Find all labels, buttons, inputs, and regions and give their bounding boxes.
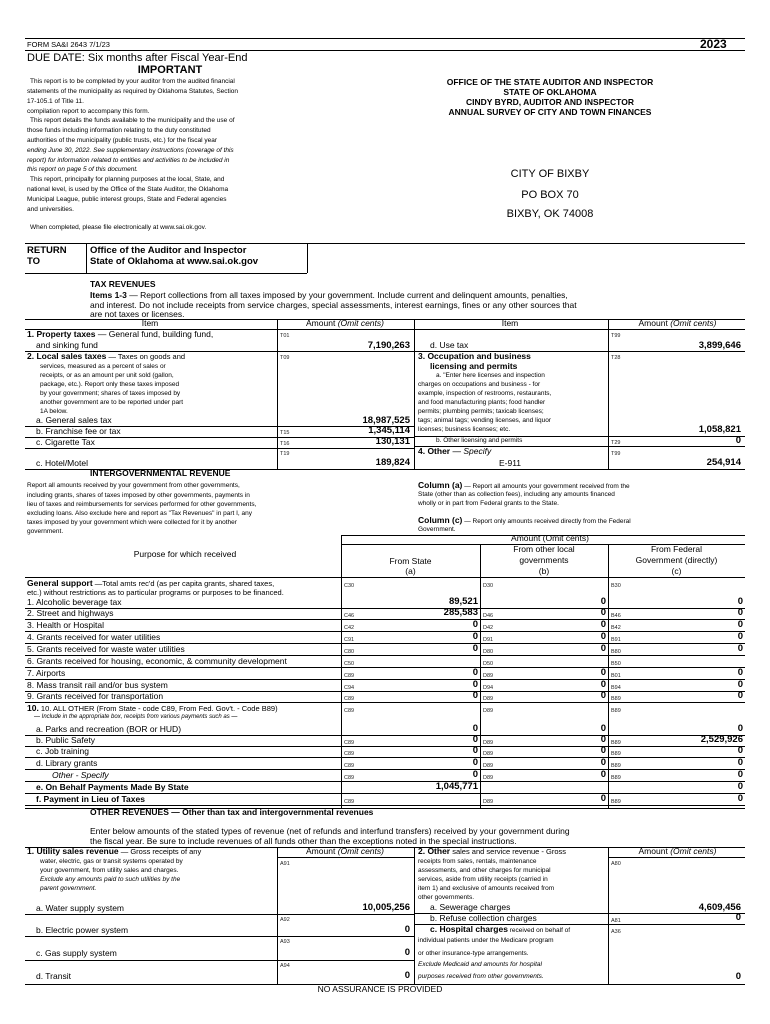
inter-subrow-code-b: D89 xyxy=(483,740,494,746)
inter-row-value-a[interactable]: 0 xyxy=(472,690,478,701)
inter-row-value-b[interactable]: 0 xyxy=(600,690,606,701)
inter-row-code-a: C80 xyxy=(344,649,355,655)
col-b-header-2: governments xyxy=(519,555,569,565)
inter-row-label: 9. Grants received for transportation xyxy=(27,691,164,701)
inter-row-code-a: C42 xyxy=(344,625,355,631)
inter-row-code-b: D89 xyxy=(483,673,494,679)
electric-power-value[interactable]: 0 xyxy=(404,924,410,935)
purpose-header: Purpose for which received xyxy=(133,549,237,559)
other-tax-item: E-911 xyxy=(498,458,522,468)
use-tax-value[interactable]: 3,899,646 xyxy=(698,340,741,351)
row-divider xyxy=(25,805,745,806)
tax-col-item: Item xyxy=(141,318,159,328)
col-c-header-2: Government (directly) xyxy=(635,555,718,565)
inter-row-label: 5. Grants received for waste water utilities xyxy=(27,644,185,654)
return-label: RETURN xyxy=(27,245,67,256)
intergovernmental-title: INTERGOVERNMENTAL REVENUE xyxy=(90,468,231,478)
property-taxes-value[interactable]: 7,190,263 xyxy=(367,340,410,351)
inter-subrow-label: d. Library grants xyxy=(36,758,98,768)
amount-header: Amount (Omit cents) xyxy=(511,533,589,543)
franchise-fee-label: b. Franchise fee or tax xyxy=(36,426,121,436)
occupation-licensing-code: T28 xyxy=(611,355,621,361)
inter-row-value-c[interactable]: 0 xyxy=(737,690,743,701)
inter-row-value-a[interactable]: 0 xyxy=(472,643,478,654)
inter-subrow-value-c[interactable]: 0 xyxy=(737,723,743,734)
form-year: 2023 xyxy=(700,37,727,51)
inter-row-label: 6. Grants received for housing, economic, & community development xyxy=(27,656,287,666)
return-address-line-2: State of Oklahoma at www.sai.ok.gov xyxy=(90,256,259,267)
transit-label: d. Transit xyxy=(36,971,71,981)
inter-row-code-b: D91 xyxy=(483,637,494,643)
electric-power-code: A92 xyxy=(280,917,290,923)
inter-row-code-c: B91 xyxy=(611,637,621,643)
row-10-label: 10. 10. ALL OTHER (From State - code C89, From Fed. Gov't. - Code B89) xyxy=(27,703,278,713)
general-sales-tax-value[interactable]: 18,987,525 xyxy=(362,415,410,426)
inter-row-value-c[interactable]: 0 xyxy=(737,596,743,607)
tax-revenues-title: TAX REVENUES xyxy=(90,279,156,289)
row-10-code-b: D89 xyxy=(483,708,494,714)
inter-row-value-a[interactable]: 0 xyxy=(472,619,478,630)
inter-row-code-b: D80 xyxy=(483,649,494,655)
important-title: IMPORTANT xyxy=(137,64,203,76)
inter-subrow-code-a: C89 xyxy=(344,751,355,757)
column-a-note-2: State (other than as collection fees), including any amounts financed xyxy=(418,491,615,498)
inter-row-code-b: D50 xyxy=(483,661,494,667)
property-taxes-desc: and sinking fund xyxy=(36,340,98,350)
other-licensing-label: b. Other licensing and permits xyxy=(436,437,523,444)
inter-subrow-value-b[interactable]: 0 xyxy=(600,723,606,734)
other-amount-header: Amount (Omit cents) xyxy=(638,846,717,856)
inter-subrow-code-b: D89 xyxy=(483,751,494,757)
hotel-motel-value[interactable]: 189,824 xyxy=(375,457,410,468)
cigarette-tax-value[interactable]: 130,131 xyxy=(375,436,410,447)
inter-row-code-c: B94 xyxy=(611,685,621,691)
other-tax-value[interactable]: 254,914 xyxy=(706,457,741,468)
other-sales-code: A80 xyxy=(611,861,621,867)
inter-row-code-c: B80 xyxy=(611,649,621,655)
inter-subrow-code-c: B89 xyxy=(611,799,621,805)
inter-subrow-code-b: D89 xyxy=(483,775,494,781)
occupation-licensing-value[interactable]: 1,058,821 xyxy=(698,424,741,435)
inter-subrow-label: Other - Specify xyxy=(52,770,109,780)
tax-col-amount-right: Amount (Omit cents) xyxy=(638,318,717,328)
return-address-line-1: Office of the Auditor and Inspector xyxy=(90,245,247,256)
electric-power-label: b. Electric power system xyxy=(36,925,129,935)
cigarette-tax-label: c. Cigarette Tax xyxy=(36,437,95,447)
inter-subrow-label: e. On Behalf Payments Made By State xyxy=(36,782,189,792)
inter-subrow-value-c[interactable]: 0 xyxy=(737,757,743,768)
other-tax-code: T99 xyxy=(611,451,621,457)
inter-row-value-b[interactable]: 0 xyxy=(600,631,606,642)
inter-row-value-c[interactable]: 0 xyxy=(737,667,743,678)
inter-subrow-code-b: D89 xyxy=(483,763,494,769)
inter-row-code-b: D46 xyxy=(483,613,494,619)
completed-note: When completed, please file electronically at www.sai.ok.gov. xyxy=(30,224,207,231)
other-licensing-code: T29 xyxy=(611,440,621,446)
inter-subrow-label: b. Public Safety xyxy=(36,735,96,745)
water-supply-value[interactable]: 10,005,256 xyxy=(362,902,410,913)
inter-row-value-b[interactable]: 0 xyxy=(600,596,606,607)
inter-row-value-a[interactable]: 0 xyxy=(472,667,478,678)
utility-sales-code: A91 xyxy=(280,861,290,867)
inter-subrow-value-b[interactable]: 0 xyxy=(600,734,606,745)
water-supply-label: a. Water supply system xyxy=(36,903,125,913)
return-label-to: TO xyxy=(27,256,41,267)
col-a-header-letter: (a) xyxy=(405,566,416,576)
inter-subrow-value-a[interactable]: 1,045,771 xyxy=(435,781,478,792)
occupation-licensing-label: 3. Occupation and business xyxy=(418,351,531,361)
inter-row-value-b[interactable]: 0 xyxy=(600,679,606,690)
other-sales-label: 2. Other sales and service revenue - Gross xyxy=(418,846,567,856)
inter-row-code-b: D42 xyxy=(483,625,494,631)
inter-row-code-c: B46 xyxy=(611,613,621,619)
inter-row-value-b[interactable]: 0 xyxy=(600,643,606,654)
inter-subrow-value-a[interactable]: 0 xyxy=(472,769,478,780)
tax-intro-line-3: are not taxes or licenses. xyxy=(90,309,185,319)
tax-col-amount: Amount (Omit cents) xyxy=(306,318,384,328)
inter-row-label: 2. Street and highways xyxy=(27,608,114,618)
inter-subrow-value-c[interactable]: 0 xyxy=(737,781,743,792)
general-sales-tax-label: a. General sales tax xyxy=(36,415,112,425)
form-id: FORM SA&I 2643 7/1/23 xyxy=(27,40,110,49)
transit-code: A94 xyxy=(280,963,290,969)
hospital-charges-code: A36 xyxy=(611,929,621,935)
row-divider xyxy=(25,702,745,703)
inter-row-value-a[interactable]: 89,521 xyxy=(448,596,478,607)
franchise-fee-value[interactable]: 1,345,114 xyxy=(368,425,410,436)
inter-subrow-code-c: B89 xyxy=(611,751,621,757)
inter-subrow-label: c. Job training xyxy=(36,746,89,756)
tax-intro-line-2: and interest. Do not include receipts from service charges, special assessments, interest earnings, fines or any other sources that xyxy=(90,300,577,310)
inter-subrow-code-a: C89 xyxy=(344,775,355,781)
inter-row-code-b: D89 xyxy=(483,696,494,702)
col-a-header: From State xyxy=(389,556,432,566)
inter-row-value-a[interactable]: 0 xyxy=(472,631,478,642)
col-c-header-letter: (c) xyxy=(671,566,682,576)
inter-subrow-code-a: C89 xyxy=(344,740,355,746)
inter-subrow-code-c: B89 xyxy=(611,775,621,781)
inter-row-code-a: C91 xyxy=(344,637,355,643)
inter-row-value-c[interactable]: 0 xyxy=(737,631,743,642)
general-support-code-a: C30 xyxy=(344,583,355,589)
inter-subrow-value-b[interactable]: 0 xyxy=(600,769,606,780)
inter-row-label: 8. Mass transit rail and/or bus system xyxy=(27,680,168,690)
franchise-fee-code: T15 xyxy=(280,430,290,436)
inter-subrow-value-a[interactable]: 0 xyxy=(472,745,478,756)
gas-supply-code: A93 xyxy=(280,939,290,945)
row-10-code-c: B89 xyxy=(611,708,621,714)
local-sales-taxes-label: 2. Local sales taxes — Taxes on goods and xyxy=(27,351,186,361)
col-b-header: From other local xyxy=(513,544,575,554)
inter-subrow-value-c[interactable]: 2,529,926 xyxy=(700,734,743,745)
general-support-code-c: B30 xyxy=(611,583,621,589)
inter-subrow-value-c[interactable]: 0 xyxy=(737,745,743,756)
hotel-motel-code: T19 xyxy=(280,451,290,457)
due-date: DUE DATE: Six months after Fiscal Year-End xyxy=(27,52,248,64)
inter-subrow-code-a: C89 xyxy=(344,763,355,769)
other-revenues-intro: Enter below amounts of the stated types of revenue (net of refunds and interfund transfers) received by your government during xyxy=(90,826,570,836)
inter-row-code-c: B50 xyxy=(611,661,621,667)
refuse-collection-code: A81 xyxy=(611,918,621,924)
other-tax-label: 4. Other — Specify xyxy=(418,446,492,456)
hospital-charges-value[interactable]: 0 xyxy=(735,971,741,982)
inter-row-value-c[interactable]: 0 xyxy=(737,679,743,690)
inter-row-code-c: B01 xyxy=(611,673,621,679)
local-sales-taxes-code: T09 xyxy=(280,355,290,361)
inter-row-value-c[interactable]: 0 xyxy=(737,643,743,654)
row-10-code-a: C89 xyxy=(344,708,355,714)
inter-subrow-code-a: C89 xyxy=(344,799,355,805)
inter-subrow-value-a[interactable]: 0 xyxy=(472,757,478,768)
inter-subrow-value-c[interactable]: 0 xyxy=(737,793,743,804)
hospital-charges-label: c. Hospital charges received on behalf of xyxy=(430,924,571,934)
use-tax-label: d. Use tax xyxy=(430,340,469,350)
footer-note: NO ASSURANCE IS PROVIDED xyxy=(317,984,443,994)
refuse-collection-value[interactable]: 0 xyxy=(735,912,741,923)
inter-row-value-a[interactable]: 0 xyxy=(472,679,478,690)
gas-supply-value[interactable]: 0 xyxy=(404,947,410,958)
inter-row-value-c[interactable]: 0 xyxy=(737,607,743,618)
inter-subrow-value-b[interactable]: 0 xyxy=(600,745,606,756)
column-c-note: Column (c) — Report only amounts received directly from the Federal xyxy=(418,515,631,525)
utility-sales-label: 1. Utility sales revenue — Gross receipts of any xyxy=(27,846,202,856)
inter-row-value-b[interactable]: 0 xyxy=(600,667,606,678)
sewerage-value[interactable]: 4,609,456 xyxy=(698,902,741,913)
inter-row-value-c[interactable]: 0 xyxy=(737,619,743,630)
inter-row-value-b[interactable]: 0 xyxy=(600,619,606,630)
inter-row-label: 4. Grants received for water utilities xyxy=(27,632,161,642)
inter-subrow-code-c: B89 xyxy=(611,740,621,746)
column-c-note-2: Government. xyxy=(418,526,456,533)
general-support-desc: etc.) without restrictions as to particular programs or purposes to be financed. xyxy=(27,588,284,597)
general-support-label: General support —Total amts rec'd (as per capita grants, shared taxes, xyxy=(27,578,275,588)
gas-supply-label: c. Gas supply system xyxy=(36,948,117,958)
inter-row-value-b[interactable]: 0 xyxy=(600,607,606,618)
column-a-note-3: wholly or in part from Federal grants to the State. xyxy=(418,500,559,507)
transit-value[interactable]: 0 xyxy=(404,970,410,981)
inter-row-code-b: D94 xyxy=(483,685,494,691)
other-licensing-value[interactable]: 0 xyxy=(735,435,741,446)
other-revenues-title: OTHER REVENUES — Other than tax and intergovernmental revenues xyxy=(90,807,374,817)
inter-row-label: 7. Airports xyxy=(27,668,66,678)
utility-amount-header: Amount (Omit cents) xyxy=(306,846,384,856)
cigarette-tax-code: T16 xyxy=(280,441,290,447)
inter-subrow-value-c[interactable]: 0 xyxy=(737,769,743,780)
general-support-code-b: D30 xyxy=(483,583,494,589)
col-b-header-letter: (b) xyxy=(538,566,550,576)
inter-row-code-a: C89 xyxy=(344,673,355,679)
col-c-header: From Federal xyxy=(650,544,702,554)
inter-row-code-a: C89 xyxy=(344,696,355,702)
row-10-sub: — Include in the appropriate box, receipts from various payments such as — xyxy=(34,714,238,720)
inter-subrow-value-a[interactable]: 0 xyxy=(472,723,478,734)
inter-row-code-a: C50 xyxy=(344,661,355,667)
inter-subrow-label: f. Payment in Lieu of Taxes xyxy=(36,794,145,804)
tax-col-item-right: Item xyxy=(501,318,519,328)
hotel-motel-label: c. Hotel/Motel xyxy=(36,458,88,468)
inter-row-code-c: B42 xyxy=(611,625,621,631)
refuse-collection-label: b. Refuse collection charges xyxy=(430,913,537,923)
inter-row-code-a: C46 xyxy=(344,613,355,619)
inter-subrow-label: a. Parks and recreation (BOR or HUD) xyxy=(36,724,182,734)
other-revenues-intro-2: the fiscal year. Be sure to include revenues of all funds other than the exceptions noted in the special instructions. xyxy=(90,836,517,846)
inter-subrow-value-a[interactable]: 0 xyxy=(472,734,478,745)
occupation-licensing-label-2: licensing and permits xyxy=(430,361,518,371)
inter-row-value-a[interactable]: 285,583 xyxy=(443,607,478,618)
inter-subrow-code-b: D89 xyxy=(483,799,494,805)
inter-subrow-code-c: B89 xyxy=(611,763,621,769)
inter-row-code-a: C94 xyxy=(344,685,355,691)
inter-subrow-value-b[interactable]: 0 xyxy=(600,793,606,804)
tax-intro: Items 1-3 — Report collections from all taxes imposed by your government. Include current and delinquent amounts, penalties, xyxy=(90,290,568,300)
property-taxes-code: T01 xyxy=(280,333,290,339)
column-a-note: Column (a) — Report all amounts your government received from the xyxy=(418,480,630,490)
inter-row-label: 3. Health or Hospital xyxy=(27,620,105,630)
property-taxes-label: 1. Property taxes — General fund, building fund, xyxy=(27,329,214,339)
inter-row-label: 1. Alcoholic beverage tax xyxy=(27,597,122,607)
inter-subrow-value-b[interactable]: 0 xyxy=(600,757,606,768)
inter-row-code-c: B89 xyxy=(611,696,621,702)
use-tax-code: T99 xyxy=(611,333,621,339)
sewerage-label: a. Sewerage charges xyxy=(430,902,511,912)
